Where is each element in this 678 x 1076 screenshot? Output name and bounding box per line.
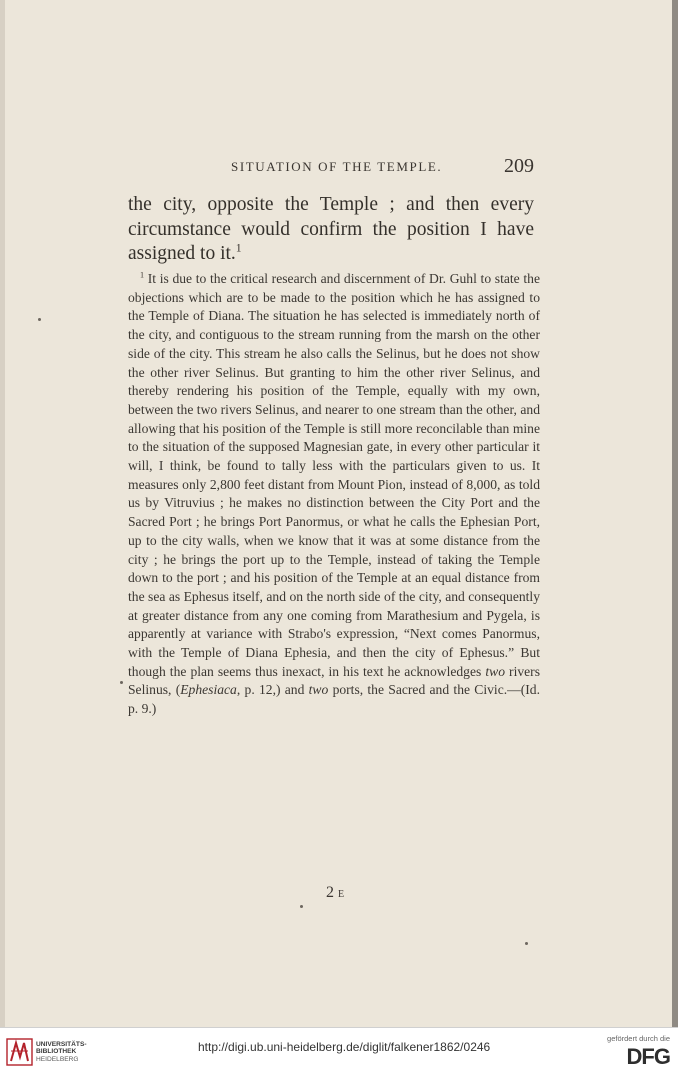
footnote-text-2: rivers Selinus, (: [128, 663, 540, 698]
main-text: the city, opposite the Temple ; and then every circumstance would confirm the position I have assigned to it.: [128, 194, 534, 264]
signature-number: 2: [326, 884, 334, 901]
funding-caption: gefördert durch die: [607, 1034, 670, 1043]
library-name-line3: HEIDELBERG: [36, 1055, 79, 1063]
permalink-url[interactable]: http://digi.ub.uni-heidelberg.de/diglit/falkener1862/0246: [198, 1040, 491, 1054]
main-paragraph: [128, 193, 534, 267]
footnote-mark: 1: [140, 270, 145, 280]
footnote-reference: 1: [235, 241, 242, 255]
signature-letter: E: [338, 889, 345, 900]
paper-speck: [120, 681, 123, 684]
library-crest-icon: [6, 1037, 33, 1067]
library-name-line1: UNIVERSITÄTS-: [36, 1040, 87, 1048]
footnote-emphasis-two-ports: two: [308, 682, 329, 698]
footnote-text-3: , p. 12,) and: [236, 682, 305, 698]
library-name: [36, 1041, 87, 1064]
footnote-text-1: It is due to the critical research and discernment of Dr. Guhl to state the objections which are to be made to the position which he has assigned to the Temple of Diana. The situation he has selected is immediately north of the city, and contiguous to the stream running from the marsh on the other side of the city. This stream he also calls the Selinus, but he does not show the other river Selinus. But granting to him the other river Selinus, and thereby rendering his position of the Temple, equally with my own, between the two rivers Selinus, and nearer to one stream than the other, and allowing that his position of the Temple is still more reconcilable than mine to the situation of the supposed Magnesian gate, in every other particular it will, I think, be found to tally less with the particulars given to us. It measures only 2,800 feet distant from Mount Pion, instead of 8,000, as told us by Vitruvius ; he makes no distinction between the City Port and the Sacred Port ; he brings Port Panormus, or what he calls the Ephesian Port, up to the city walls, when we know that it was at some distance from the city ; he brings the port up to the Temple, instead of taking the Temple down to the port ; and his position of the Temple at an equal distance from the sea as Ephesus itself, and on the north side of the city, and consequently at greater distance from any one coming from Marathesium and Pygela, is apparently at variance with Strabo's expression, “Next comes Panormus, with the Temple of Diana Ephesia, and then the city of Ephesus.” But though the plan seems thus inexact, in his text he acknowledges: [128, 271, 540, 679]
running-head: [128, 155, 538, 179]
dfg-logo[interactable]: [600, 1034, 670, 1069]
paper-speck: [525, 942, 528, 945]
footnote: [128, 270, 540, 719]
footnote-emphasis-ephesiaca: Ephesiaca: [180, 682, 237, 698]
dfg-wordmark: DFG: [626, 1044, 670, 1069]
printer-signature: [326, 884, 345, 902]
page-number: 209: [504, 155, 534, 177]
paper-speck: [300, 905, 303, 908]
footnote-emphasis-two-rivers: two: [485, 663, 505, 679]
running-title: SITUATION OF THE TEMPLE.: [231, 159, 443, 174]
paper-speck: [38, 318, 41, 321]
page-edge-right: [672, 0, 678, 1027]
library-name-line2: BIBLIOTHEK: [36, 1048, 77, 1056]
library-logo[interactable]: [6, 1036, 87, 1068]
footnote-text-4: ports, the Sacred and the Civic.—(Id. p. 9.): [128, 682, 540, 717]
viewer-footer: [0, 1027, 678, 1076]
page-edge-left: [0, 0, 5, 1027]
